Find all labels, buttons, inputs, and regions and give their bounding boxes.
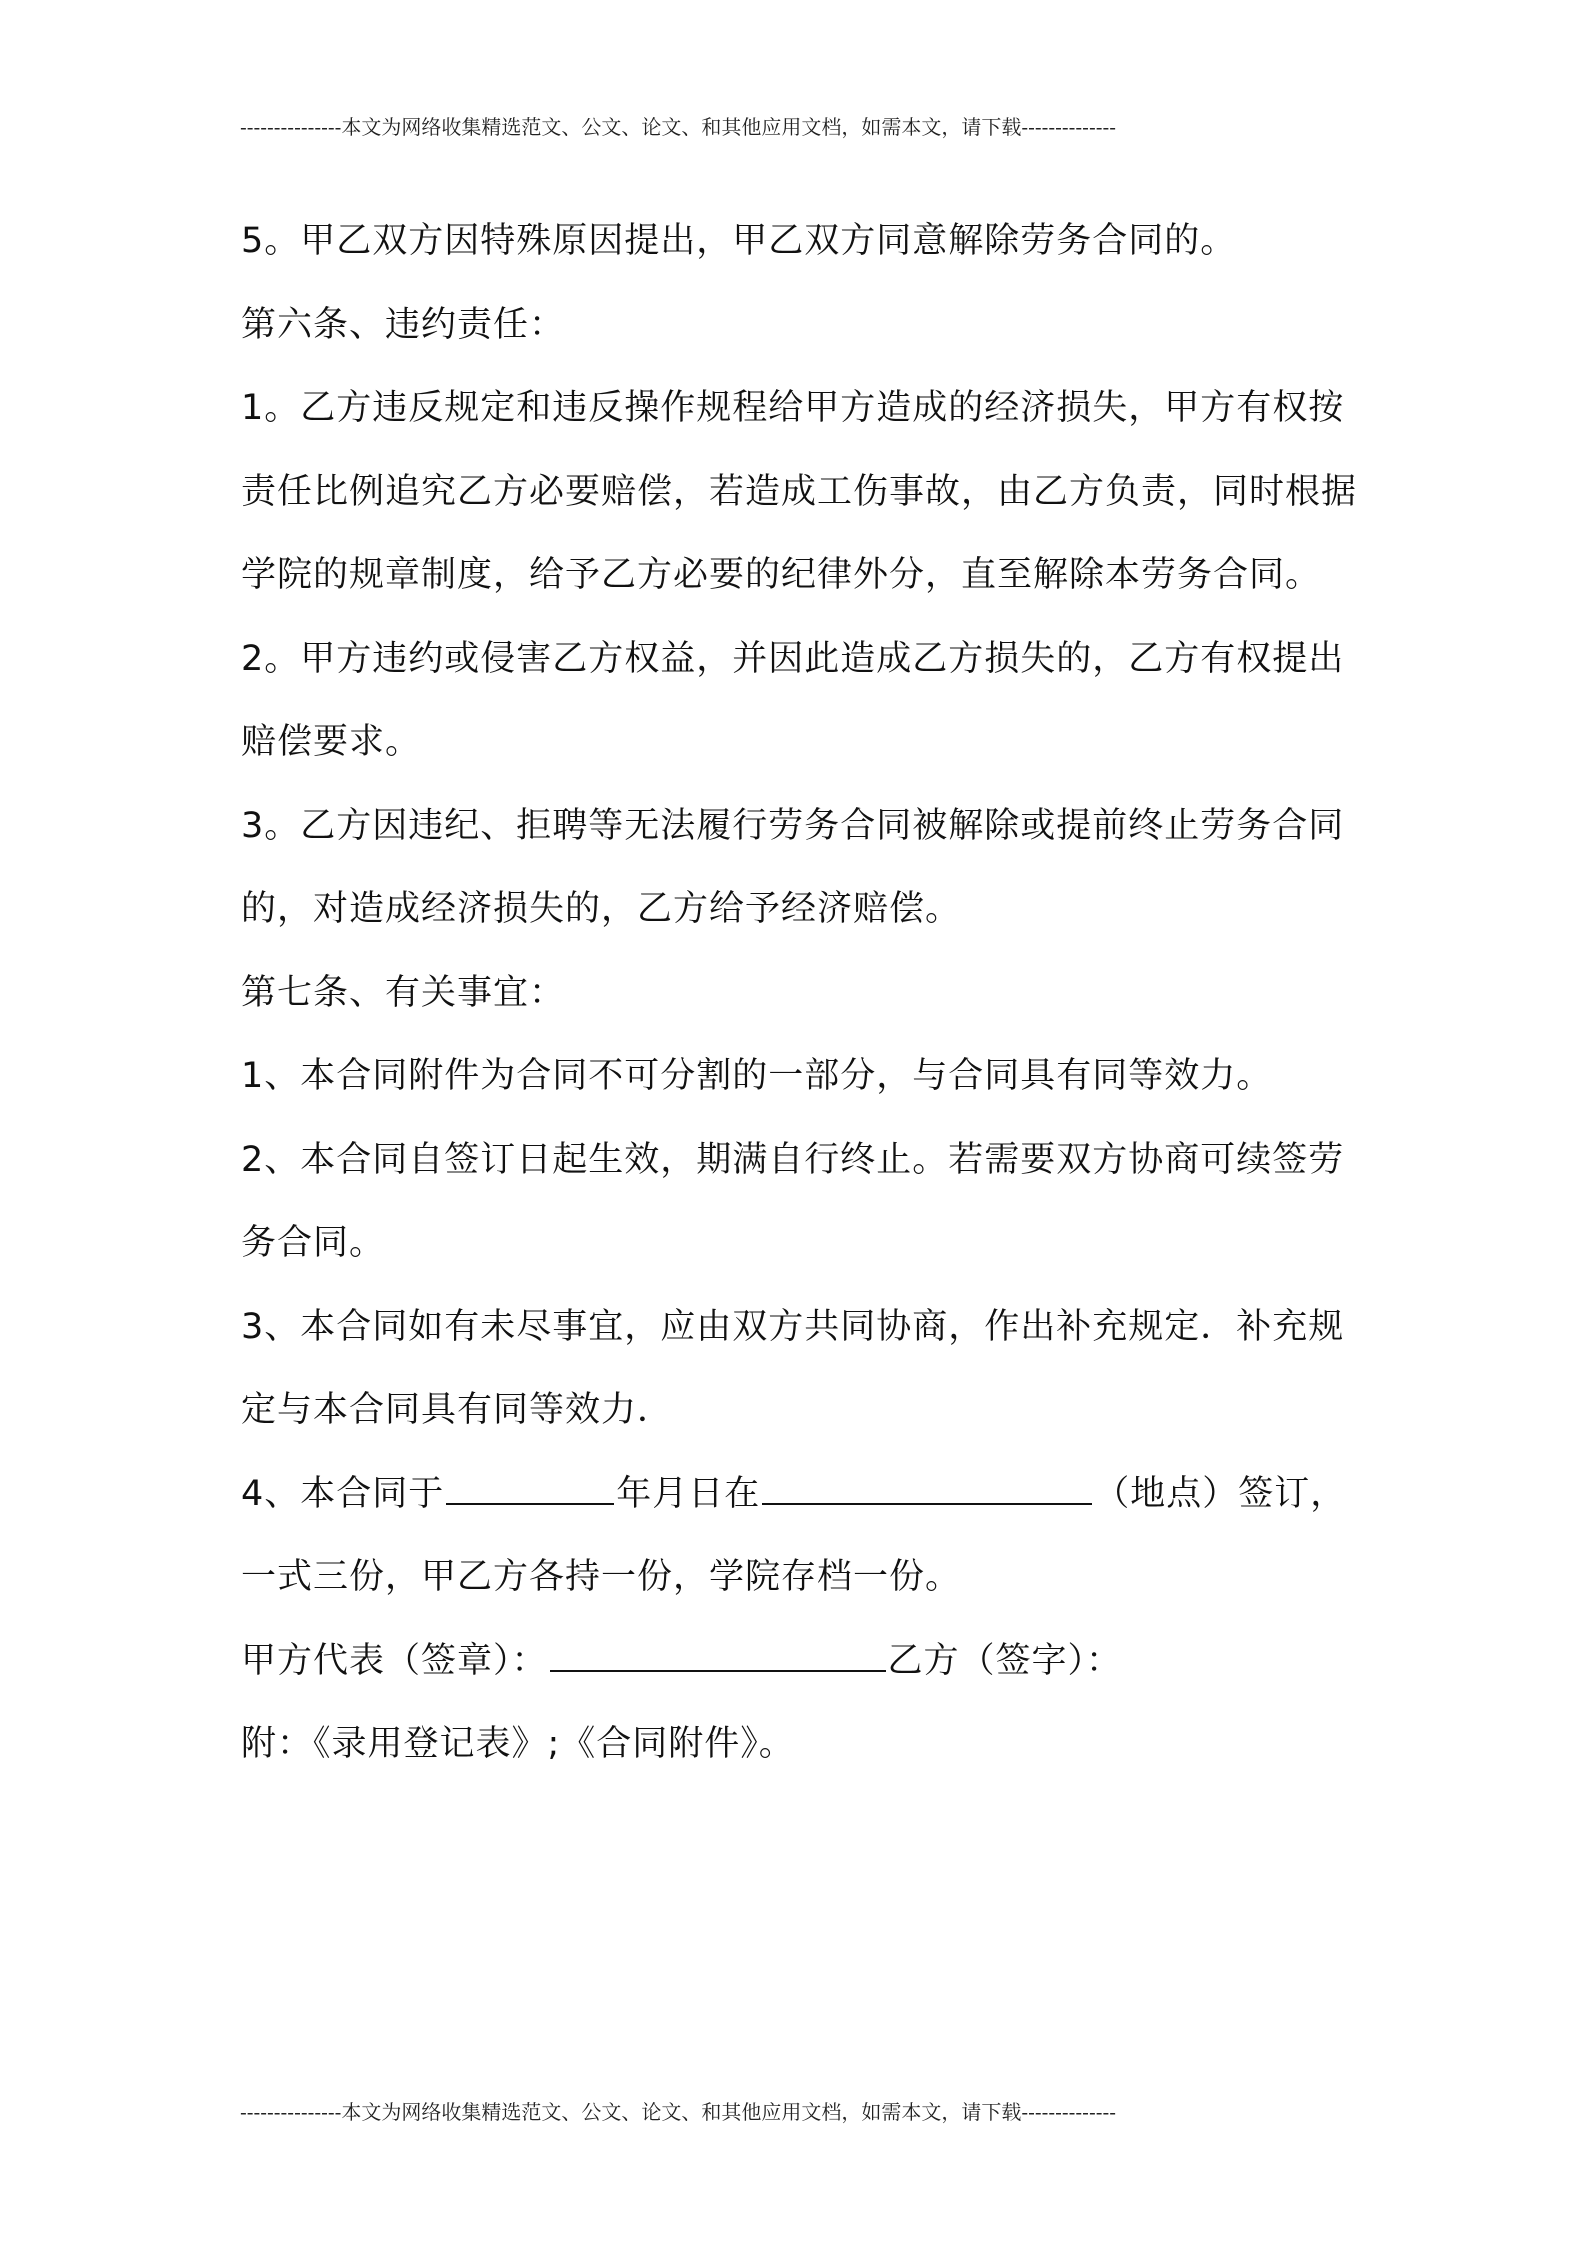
party-b-signature-label: 乙方（签字）：	[887, 1640, 1123, 1681]
liability-clause-2: 2。甲方违约或侵害乙方权益，并因此造成乙方损失的，乙方有权提出赔偿要求。	[241, 638, 1345, 762]
clause-5: 5。甲乙双方因特殊原因提出，甲乙双方同意解除劳务合同的。	[241, 221, 1237, 261]
clause-4-lead: 4、本合同于	[241, 1473, 445, 1514]
liability-clause-1: 1。乙方违反规定和违反操作规程给甲方造成的经济损失，甲方有权按责任比例追究乙方必要赔偿，若造成工伤事故，由乙方负责，同时根据学院的规章制度，给予乙方必要的纪律外分，直至解除本劳务合同。	[241, 388, 1358, 595]
signing-date-blank[interactable]	[446, 1473, 614, 1505]
liability-clause-3: 3。乙方因违纪、拒聘等无法履行劳务合同被解除或提前终止劳务合同的，对造成经济损失的，乙方给予经济赔偿。	[241, 805, 1345, 929]
party-a-signature-blank[interactable]	[550, 1640, 886, 1672]
clause-4-date-text: 年月日在	[616, 1473, 761, 1514]
matters-clause-2: 2、本合同自签订日起生效，期满自行终止。若需要双方协商可续签劳务合同。	[241, 1139, 1345, 1263]
article-7-heading: 第七条、有关事宜：	[241, 972, 566, 1013]
running-footer: ---------------本文为网络收集精选范文、公文、论文、和其他应用文档，如需本文，请下载--------------	[240, 2100, 1116, 2124]
matters-clause-1: 1、本合同附件为合同不可分割的一部分，与合同具有同等效力。	[241, 1056, 1273, 1096]
article-6-heading: 第六条、违约责任：	[241, 304, 566, 345]
contract-body	[241, 200, 1361, 1787]
attachments-line: 附：《录用登记表》;《合同附件》。	[241, 1724, 795, 1764]
matters-clause-4	[241, 1453, 1361, 1620]
clause-4-tail: （地点）签订，一式三份，甲乙方各持一份，学院存档一份。	[241, 1473, 1347, 1597]
running-header: ---------------本文为网络收集精选范文、公文、论文、和其他应用文档，如需本文，请下载--------------	[240, 115, 1116, 139]
signing-place-blank[interactable]	[762, 1473, 1092, 1505]
party-a-signature-label: 甲方代表（签章）：	[241, 1640, 548, 1681]
matters-clause-3: 3、本合同如有未尽事宜，应由双方共同协商，作出补充规定．补充规定与本合同具有同等效力．	[241, 1306, 1345, 1430]
signature-line	[241, 1620, 1361, 1704]
